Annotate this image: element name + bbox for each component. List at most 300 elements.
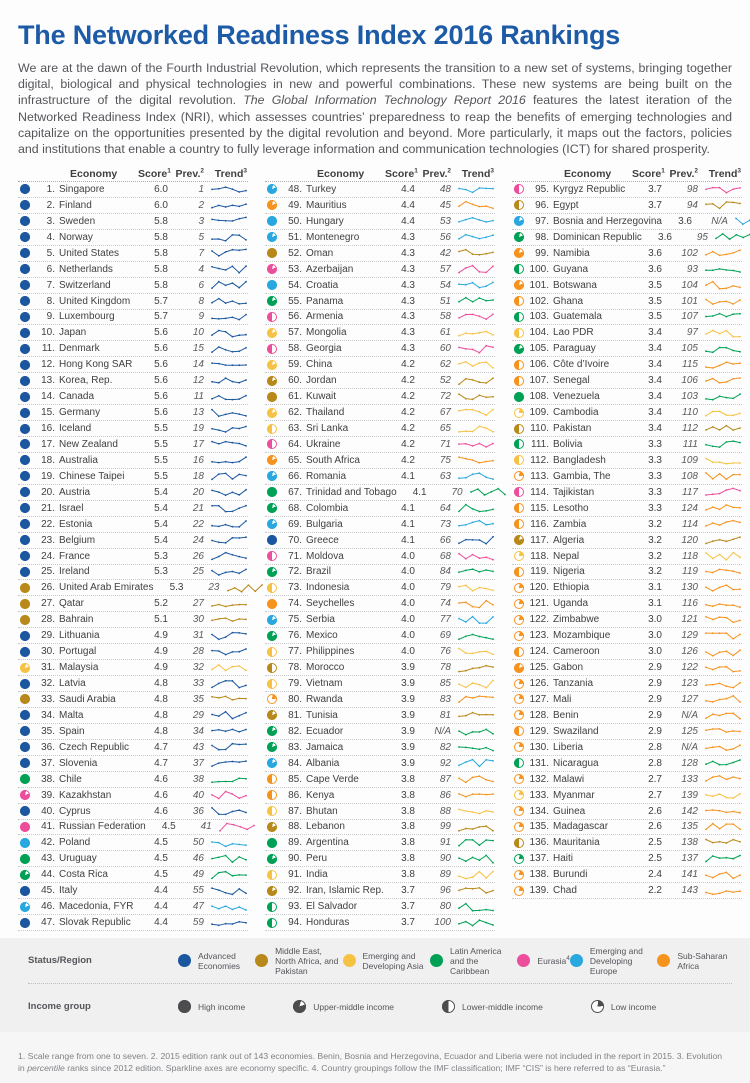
economy-rank: 94. (288, 917, 302, 929)
table-header-row (265, 166, 495, 182)
economy-rank: 24. (41, 550, 55, 562)
economy-name: Belgium (59, 534, 96, 546)
economy-row (265, 341, 495, 357)
trend-sparkline (704, 725, 742, 737)
economy-rank: 70. (288, 534, 302, 546)
economy-score: 3.1 (648, 598, 662, 610)
trend-sparkline (210, 917, 248, 929)
economy-row (265, 915, 495, 931)
region-income-icon (514, 583, 524, 593)
economy-rank: 103. (529, 311, 549, 323)
economy-rank: 37. (41, 757, 55, 769)
trend-sparkline (704, 327, 742, 339)
economy-prev-rank: N/A (711, 215, 728, 227)
trend-sparkline (210, 454, 248, 466)
economy-rank: 48. (288, 183, 302, 195)
trend-sparkline (210, 566, 248, 578)
economy-row (512, 788, 742, 804)
economy-score: 3.2 (648, 534, 662, 546)
economy-name: Seychelles (306, 598, 355, 610)
economy-rank: 55. (288, 295, 302, 307)
economy-prev-rank: 66 (439, 534, 451, 546)
region-income-icon (514, 232, 524, 242)
economy-prev-rank: 119 (682, 566, 698, 578)
economy-score: 4.2 (401, 375, 415, 387)
economy-score: 2.4 (648, 869, 662, 881)
region-income-icon (267, 631, 277, 641)
economy-prev-rank: 82 (439, 741, 451, 753)
rankings-column-3 (512, 166, 742, 931)
trend-sparkline (704, 470, 742, 482)
economy-score: 4.3 (401, 311, 415, 323)
economy-score: 3.2 (648, 566, 662, 578)
region-income-icon (20, 408, 30, 418)
legend-item-latam (430, 946, 517, 976)
region-income-icon (514, 376, 524, 386)
economy-row (18, 405, 248, 421)
region-income-icon (514, 408, 524, 418)
economy-prev-rank: 12 (192, 375, 204, 387)
economy-row (18, 517, 248, 533)
economy-prev-rank: 21 (192, 502, 204, 514)
trend-sparkline (210, 375, 248, 387)
economy-score: 5.4 (154, 486, 168, 498)
region-income-icon (267, 200, 277, 210)
trend-sparkline (704, 311, 742, 323)
income-legend-title: Income group (28, 1001, 91, 1012)
economy-row (265, 421, 495, 437)
region-income-icon (267, 296, 277, 306)
economy-prev-rank: 31 (192, 630, 204, 642)
economy-score: 4.1 (401, 534, 415, 546)
trend-sparkline (210, 263, 248, 275)
economy-score: 5.3 (169, 582, 184, 594)
economy-row (18, 596, 248, 612)
economy-rank: 52. (288, 247, 302, 259)
economy-name: Slovenia (59, 757, 98, 769)
economy-row (512, 580, 742, 596)
economy-row (265, 453, 495, 469)
trend-sparkline (218, 821, 256, 833)
economy-row (265, 644, 495, 660)
economy-name: Burundi (553, 869, 588, 881)
trend-sparkline (469, 486, 507, 498)
economy-name: Rwanda (306, 693, 343, 705)
region-income-icon (20, 392, 30, 402)
region-income-icon (267, 248, 277, 258)
trend-sparkline (704, 630, 742, 642)
trend-sparkline (210, 869, 248, 881)
economy-name: Uganda (553, 598, 589, 610)
economy-prev-rank: 85 (439, 678, 451, 690)
economy-name: Greece (306, 534, 339, 546)
economy-rank: 116. (530, 518, 549, 530)
column-header-prev: Prev.$^2$ (175, 167, 204, 180)
trend-sparkline (457, 821, 495, 833)
economy-row (18, 915, 248, 931)
economy-row (512, 246, 742, 262)
trend-sparkline (704, 646, 742, 658)
economy-row (265, 198, 495, 214)
legend-item-menap (255, 946, 342, 976)
region-income-icon (267, 742, 277, 752)
economy-rank: 50. (288, 215, 302, 227)
column-header-trend: Trend$^3$ (461, 167, 494, 180)
economy-score: 3.9 (401, 709, 415, 721)
trend-sparkline (704, 853, 742, 865)
trend-sparkline (457, 837, 495, 849)
column-header-prev: Prev.$^2$ (422, 167, 451, 180)
economy-name: Bahrain (59, 614, 94, 626)
economy-prev-rank: 40 (192, 789, 204, 801)
region-income-icon (267, 519, 277, 529)
economy-name: Bangladesh (553, 454, 606, 466)
economy-prev-rank: 106 (681, 375, 698, 387)
economy-rank: 117. (530, 534, 549, 546)
economy-name: United Arab Emirates (59, 582, 154, 594)
economy-name: Ukraine (306, 438, 341, 450)
region-income-icon (514, 248, 524, 258)
economy-rank: 81. (288, 709, 302, 721)
economy-prev-rank: 84 (439, 566, 451, 578)
economy-rank: 63. (288, 423, 302, 435)
trend-sparkline (457, 343, 495, 355)
footnote-italic: percentile (27, 1062, 65, 1073)
trend-sparkline (704, 821, 742, 833)
economy-row (265, 612, 495, 628)
economy-prev-rank: 61 (439, 327, 451, 339)
economy-score: 2.7 (648, 773, 662, 785)
economy-row (18, 676, 248, 692)
economy-score: 3.8 (401, 869, 415, 881)
economy-row (265, 517, 495, 533)
economy-score: 4.1 (412, 486, 427, 498)
region-income-icon (20, 647, 30, 657)
economy-row (512, 198, 742, 214)
trend-sparkline (210, 885, 248, 897)
economy-prev-rank: 112 (682, 423, 698, 435)
rankings-table (18, 166, 741, 931)
economy-score: 4.9 (154, 662, 168, 674)
economy-score: 4.4 (154, 901, 168, 913)
region-income-icon (514, 822, 524, 832)
trend-sparkline (457, 885, 495, 897)
economy-rank: 23. (41, 534, 55, 546)
economy-prev-rank: 50 (192, 837, 204, 849)
economy-rank: 64. (288, 438, 302, 450)
economy-prev-rank: 99 (439, 821, 451, 833)
economy-row (18, 230, 248, 246)
economy-row (512, 851, 742, 867)
trend-sparkline (457, 470, 495, 482)
economy-row (18, 740, 248, 756)
economy-name: Peru (306, 853, 328, 865)
economy-row (18, 835, 248, 851)
economy-rank: 28. (41, 614, 55, 626)
economy-prev-rank: 127 (681, 693, 698, 705)
region-color-dot (255, 954, 268, 967)
economy-rank: 124. (529, 646, 549, 658)
region-income-icon (514, 328, 524, 338)
economy-score: 3.7 (401, 917, 415, 929)
economy-name: Tanzania (553, 678, 594, 690)
region-income-icon (514, 344, 524, 354)
economy-row (265, 214, 495, 230)
economy-row (18, 246, 248, 262)
economy-row (512, 341, 742, 357)
economy-row (265, 469, 495, 485)
economy-score: 4.1 (401, 470, 415, 482)
economy-rank: 49. (288, 199, 302, 211)
economy-score: 3.3 (648, 470, 662, 482)
economy-prev-rank: 103 (681, 391, 698, 403)
economy-name: South Africa (306, 454, 360, 466)
economy-rank: 100. (529, 263, 549, 275)
economy-rank: 121. (529, 598, 549, 610)
economy-score: 4.9 (154, 630, 168, 642)
economy-row (512, 453, 742, 469)
trend-sparkline (704, 263, 742, 275)
trend-sparkline (210, 709, 248, 721)
economy-rank: 43. (41, 853, 55, 865)
economy-score: 4.6 (154, 773, 168, 785)
economy-prev-rank: 2 (198, 199, 204, 211)
trend-sparkline (457, 438, 495, 450)
region-legend-items (178, 946, 732, 976)
economy-prev-rank: 90 (439, 853, 451, 865)
trend-sparkline (704, 662, 742, 674)
region-income-icon (267, 503, 277, 513)
region-income-icon (514, 519, 524, 529)
economy-score: 3.7 (401, 901, 415, 913)
intro-report-title: The Global Information Technology Report 2016 (243, 93, 526, 108)
economy-name: Iran, Islamic Rep. (306, 885, 384, 897)
region-income-icon (20, 312, 30, 322)
economy-score: 5.4 (154, 534, 168, 546)
economy-rank: 91. (288, 869, 302, 881)
rankings-column-1 (18, 166, 248, 931)
economy-rank: 62. (288, 407, 302, 419)
economy-row (512, 708, 742, 724)
economy-score: 4.5 (161, 821, 176, 833)
economy-prev-rank: 107 (681, 311, 698, 323)
region-income-icon (514, 631, 524, 641)
economy-prev-rank: 1 (198, 183, 204, 195)
economy-rank: 101. (529, 279, 549, 291)
trend-sparkline (210, 391, 248, 403)
trend-sparkline (210, 231, 248, 243)
economy-rank: 114. (530, 486, 549, 498)
economy-prev-rank: N/A (681, 709, 698, 721)
economy-rank: 57. (288, 327, 302, 339)
economy-row (18, 485, 248, 501)
economy-name: Ghana (553, 295, 584, 307)
economy-score: 2.9 (648, 678, 662, 690)
income-pie-icon (442, 1000, 455, 1013)
region-legend-title: Status/Region (28, 955, 92, 966)
column-header-score: Score$^1$ (138, 167, 171, 180)
trend-sparkline (704, 869, 742, 881)
economy-prev-rank: 71 (439, 438, 451, 450)
trend-sparkline (226, 582, 264, 594)
economy-row (512, 883, 742, 899)
economy-score: 3.8 (401, 821, 415, 833)
economy-prev-rank: 104 (681, 279, 698, 291)
trend-sparkline (210, 470, 248, 482)
economy-rank: 44. (41, 869, 55, 881)
economy-prev-rank: 123 (681, 678, 698, 690)
trend-sparkline (457, 662, 495, 674)
region-income-icon (514, 312, 524, 322)
economy-score: 3.4 (648, 407, 662, 419)
region-income-icon (514, 647, 524, 657)
economy-row (265, 740, 495, 756)
economy-row (265, 692, 495, 708)
economy-name: Morocco (306, 662, 345, 674)
economy-rank: 35. (41, 725, 55, 737)
economy-rank: 138. (529, 869, 549, 881)
economy-row (265, 756, 495, 772)
economy-score: 5.8 (154, 263, 168, 275)
economy-name: Dominican Republic (553, 231, 642, 243)
economy-prev-rank: 77 (439, 614, 451, 626)
region-income-icon (514, 200, 524, 210)
trend-sparkline (210, 598, 248, 610)
economy-rank: 59. (288, 359, 302, 371)
economy-rank: 74. (288, 598, 302, 610)
economy-name: Germany (59, 407, 101, 419)
column-header-economy: Economy (70, 167, 118, 180)
economy-name: El Salvador (306, 901, 358, 913)
economy-row (18, 310, 248, 326)
economy-row (265, 278, 495, 294)
economy-name: Benin (553, 709, 579, 721)
economy-rank: 39. (41, 789, 55, 801)
economy-name: Cape Verde (306, 773, 359, 785)
economy-score: 4.9 (154, 646, 168, 658)
economy-rank: 84. (288, 757, 302, 769)
income-pie-icon (293, 1000, 306, 1013)
economy-row (512, 294, 742, 310)
economy-name: Namibia (553, 247, 590, 259)
economy-name: Liberia (553, 741, 584, 753)
economy-name: Swaziland (553, 725, 599, 737)
legend-item-ssa (657, 951, 728, 971)
economy-row (265, 230, 495, 246)
economy-row (18, 899, 248, 915)
region-income-icon (20, 679, 30, 689)
economy-rank: 18. (41, 454, 55, 466)
trend-sparkline (210, 901, 248, 913)
economy-prev-rank: 97 (686, 327, 698, 339)
economy-name: Mauritius (306, 199, 347, 211)
economy-score: 6.0 (154, 199, 168, 211)
trend-sparkline (704, 279, 742, 291)
region-income-icon (514, 854, 524, 864)
region-income-icon (20, 248, 30, 258)
table-header-row (18, 166, 248, 182)
trend-sparkline (210, 183, 248, 195)
economy-name: Paraguay (553, 343, 596, 355)
economy-score: 3.8 (401, 789, 415, 801)
economy-row (18, 580, 248, 596)
region-income-icon (20, 742, 30, 752)
economy-score: 4.0 (401, 614, 415, 626)
economy-row (18, 437, 248, 453)
economy-name: Myanmar (553, 789, 595, 801)
trend-sparkline (704, 678, 742, 690)
economy-prev-rank: 117 (682, 486, 698, 498)
economy-score: 3.0 (648, 646, 662, 658)
trend-sparkline (457, 454, 495, 466)
economy-rank: 46. (41, 901, 55, 913)
region-income-icon (267, 790, 277, 800)
trend-sparkline (210, 327, 248, 339)
trend-sparkline (704, 486, 742, 498)
economy-name: Georgia (306, 343, 342, 355)
region-income-icon (20, 806, 30, 816)
economy-score: 5.6 (154, 391, 168, 403)
economy-prev-rank: 38 (192, 773, 204, 785)
economy-prev-rank: 46 (192, 853, 204, 865)
economy-row (18, 867, 248, 883)
economy-name: Côte d’Ivoire (553, 359, 610, 371)
economy-score: 3.5 (648, 295, 662, 307)
economy-name: Azerbaijan (306, 263, 354, 275)
economy-name: France (59, 550, 91, 562)
economy-prev-rank: 19 (192, 423, 204, 435)
region-income-icon (514, 216, 524, 226)
economy-rank: 2. (46, 199, 55, 211)
region-income-icon (20, 599, 30, 609)
region-income-icon (20, 487, 30, 497)
economy-name: Brazil (306, 566, 332, 578)
economy-row (265, 294, 495, 310)
trend-sparkline (457, 789, 495, 801)
economy-row (512, 405, 742, 421)
trend-sparkline (704, 391, 742, 403)
region-color-dot (657, 954, 670, 967)
region-income-icon (20, 838, 30, 848)
economy-rank: 106. (529, 359, 549, 371)
economy-rank: 110. (530, 423, 549, 435)
region-income-icon (514, 392, 524, 402)
economy-prev-rank: 5 (198, 231, 204, 243)
economy-score: 4.0 (401, 566, 415, 578)
trend-sparkline (704, 199, 742, 211)
economy-prev-rank: 4 (198, 263, 204, 275)
economy-rank: 8. (46, 295, 55, 307)
trend-sparkline (210, 614, 248, 626)
region-income-icon (514, 710, 524, 720)
economy-score: 3.3 (648, 438, 662, 450)
economy-prev-rank: 58 (439, 311, 451, 323)
region-income-icon (514, 886, 524, 896)
economy-name: Algeria (553, 534, 585, 546)
economy-prev-rank: 129 (681, 630, 698, 642)
economy-name: Saudi Arabia (59, 693, 116, 705)
economy-score: 3.1 (648, 582, 662, 594)
trend-sparkline (210, 247, 248, 259)
trend-sparkline (457, 502, 495, 514)
economy-name: Venezuela (553, 391, 600, 403)
economy-prev-rank: 68 (439, 550, 451, 562)
legend-item-label: Emerging and Developing Europe (589, 945, 643, 976)
economy-row (512, 549, 742, 565)
economy-prev-rank: 18 (192, 470, 204, 482)
economy-name: Mexico (306, 630, 338, 642)
economy-score: 4.2 (401, 438, 415, 450)
